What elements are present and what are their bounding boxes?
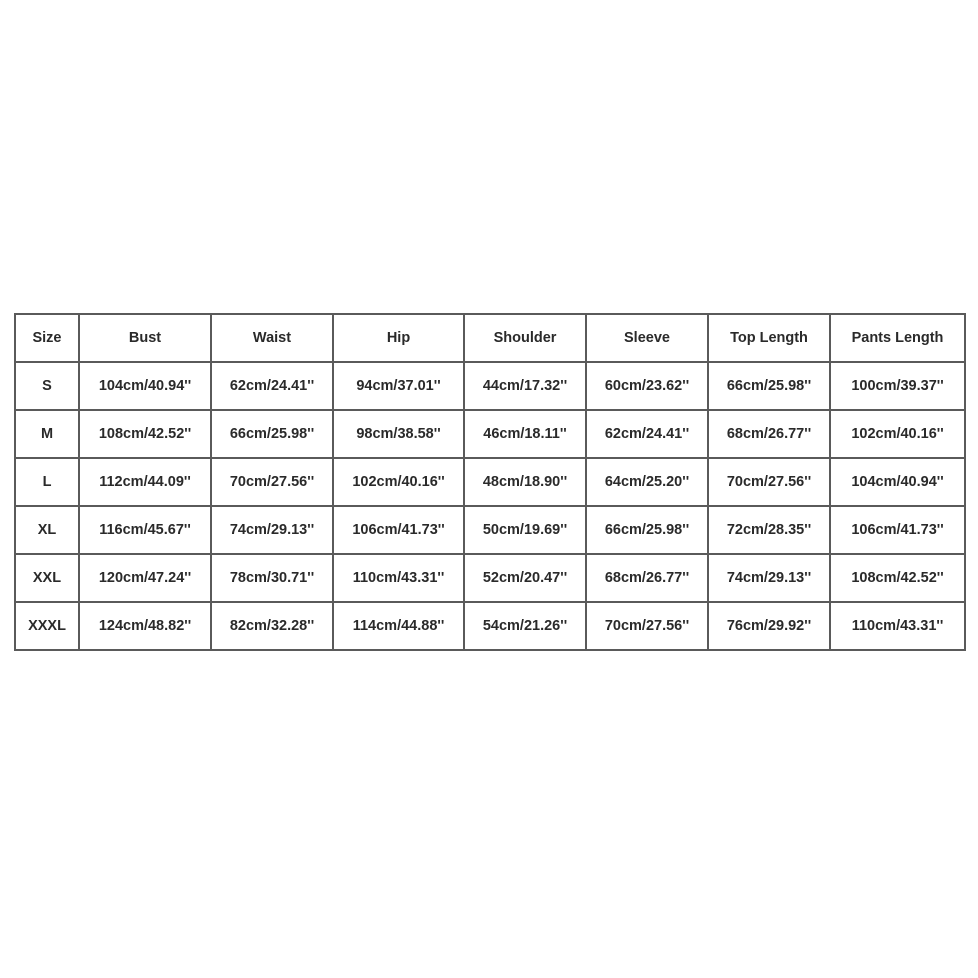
table-row [15,506,965,554]
bust-cell: 112cm/44.09'' [79,458,211,506]
shoulder-cell: 54cm/21.26'' [464,602,586,650]
sleeve-cell: 68cm/26.77'' [586,554,708,602]
sleeve-cell: 66cm/25.98'' [586,506,708,554]
size-chart-table [14,313,966,651]
waist-cell: 78cm/30.71'' [211,554,333,602]
hip-cell: 114cm/44.88'' [333,602,464,650]
size-chart-header [15,314,965,362]
header-cell-pants-length: Pants Length [830,314,965,362]
header-row [15,314,965,362]
header-cell-bust: Bust [79,314,211,362]
sleeve-cell: 64cm/25.20'' [586,458,708,506]
top-length-cell: 66cm/25.98'' [708,362,830,410]
size-cell: L [15,458,79,506]
top-length-cell: 74cm/29.13'' [708,554,830,602]
bust-cell: 108cm/42.52'' [79,410,211,458]
size-chart-body [15,362,965,650]
shoulder-cell: 46cm/18.11'' [464,410,586,458]
size-cell: XL [15,506,79,554]
table-row [15,458,965,506]
hip-cell: 94cm/37.01'' [333,362,464,410]
bust-cell: 124cm/48.82'' [79,602,211,650]
shoulder-cell: 48cm/18.90'' [464,458,586,506]
header-cell-hip: Hip [333,314,464,362]
header-cell-size: Size [15,314,79,362]
shoulder-cell: 44cm/17.32'' [464,362,586,410]
bust-cell: 120cm/47.24'' [79,554,211,602]
table-row [15,362,965,410]
header-cell-sleeve: Sleeve [586,314,708,362]
hip-cell: 106cm/41.73'' [333,506,464,554]
waist-cell: 62cm/24.41'' [211,362,333,410]
top-length-cell: 76cm/29.92'' [708,602,830,650]
size-cell: XXL [15,554,79,602]
top-length-cell: 68cm/26.77'' [708,410,830,458]
waist-cell: 74cm/29.13'' [211,506,333,554]
header-cell-shoulder: Shoulder [464,314,586,362]
pants-length-cell: 102cm/40.16'' [830,410,965,458]
waist-cell: 66cm/25.98'' [211,410,333,458]
size-cell: XXXL [15,602,79,650]
pants-length-cell: 104cm/40.94'' [830,458,965,506]
bust-cell: 116cm/45.67'' [79,506,211,554]
pants-length-cell: 108cm/42.52'' [830,554,965,602]
waist-cell: 82cm/32.28'' [211,602,333,650]
sleeve-cell: 60cm/23.62'' [586,362,708,410]
shoulder-cell: 50cm/19.69'' [464,506,586,554]
hip-cell: 110cm/43.31'' [333,554,464,602]
size-cell: M [15,410,79,458]
pants-length-cell: 100cm/39.37'' [830,362,965,410]
sleeve-cell: 62cm/24.41'' [586,410,708,458]
table-row [15,554,965,602]
table-row [15,602,965,650]
size-cell: S [15,362,79,410]
top-length-cell: 72cm/28.35'' [708,506,830,554]
top-length-cell: 70cm/27.56'' [708,458,830,506]
table-row [15,410,965,458]
pants-length-cell: 106cm/41.73'' [830,506,965,554]
hip-cell: 102cm/40.16'' [333,458,464,506]
header-cell-top-length: Top Length [708,314,830,362]
hip-cell: 98cm/38.58'' [333,410,464,458]
sleeve-cell: 70cm/27.56'' [586,602,708,650]
header-cell-waist: Waist [211,314,333,362]
pants-length-cell: 110cm/43.31'' [830,602,965,650]
shoulder-cell: 52cm/20.47'' [464,554,586,602]
bust-cell: 104cm/40.94'' [79,362,211,410]
waist-cell: 70cm/27.56'' [211,458,333,506]
